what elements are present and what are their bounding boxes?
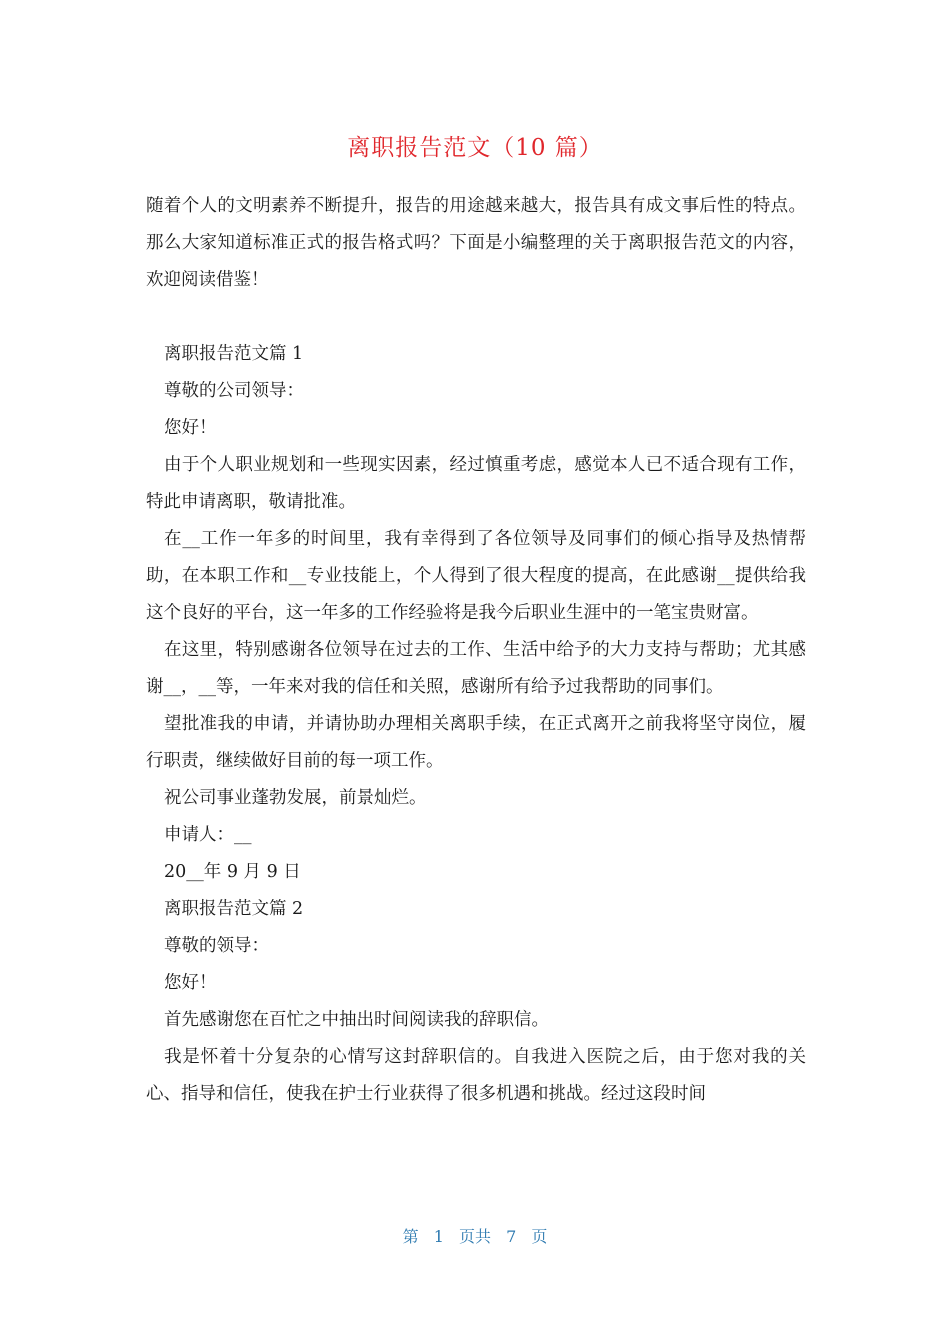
section-heading-1: 离职报告范文篇 1	[164, 344, 304, 364]
blank-line	[146, 299, 806, 336]
salutation: 尊敬的公司领导：	[164, 381, 304, 401]
body-paragraph: 我是怀着十分复杂的心情写这封辞职信的。自我进入医院之后，由于您对我的关心、指导和信任，使我在护士行业获得了很多机遇和挑战。经过这段时间	[146, 1047, 806, 1104]
closing-wish: 祝公司事业蓬勃发展，前景灿烂。	[164, 788, 427, 808]
salutation: 尊敬的领导：	[164, 936, 269, 956]
greeting: 您好！	[164, 418, 217, 438]
applicant-line: 申请人：__	[164, 825, 252, 845]
body-paragraph: 望批准我的申请，并请协助办理相关离职手续，在正式离开之前我将坚守岗位，履行职责，继续做好目前的每一项工作。	[146, 714, 806, 771]
intro-paragraph: 随着个人的文明素养不断提升，报告的用途越来越大，报告具有成文事后性的特点。那么大家知道标准正式的报告格式吗？下面是小编整理的关于离职报告范文的内容，欢迎阅读借鉴！	[146, 196, 806, 290]
body-paragraph: 在这里，特别感谢各位领导在过去的工作、生活中给予的大力支持与帮助；尤其感谢__，__等，一年来对我的信任和关照，感谢所有给予过我帮助的同事们。	[146, 640, 806, 697]
greeting: 您好！	[164, 973, 217, 993]
document-title: 离职报告范文（10 篇）	[347, 135, 603, 161]
body-paragraph: 由于个人职业规划和一些现实因素，经过慎重考虑，感觉本人已不适合现有工作，特此申请离职，敬请批准。	[146, 455, 806, 512]
body-paragraph: 在__工作一年多的时间里，我有幸得到了各位领导及同事们的倾心指导及热情帮助，在本职工作和__专业技能上，个人得到了很大程度的提高，在此感谢__提供给我这个良好的平台，这一年多的工作经验将是我今后职业生涯中的一笔宝贵财富。	[146, 529, 806, 623]
section-heading-2: 离职报告范文篇 2	[164, 899, 304, 919]
document-body	[146, 188, 806, 1113]
date-line: 20__年 9 月 9 日	[164, 862, 301, 882]
page-number-footer: 第 1 页共 7 页	[402, 1227, 548, 1246]
body-paragraph: 首先感谢您在百忙之中抽出时间阅读我的辞职信。	[164, 1010, 549, 1030]
